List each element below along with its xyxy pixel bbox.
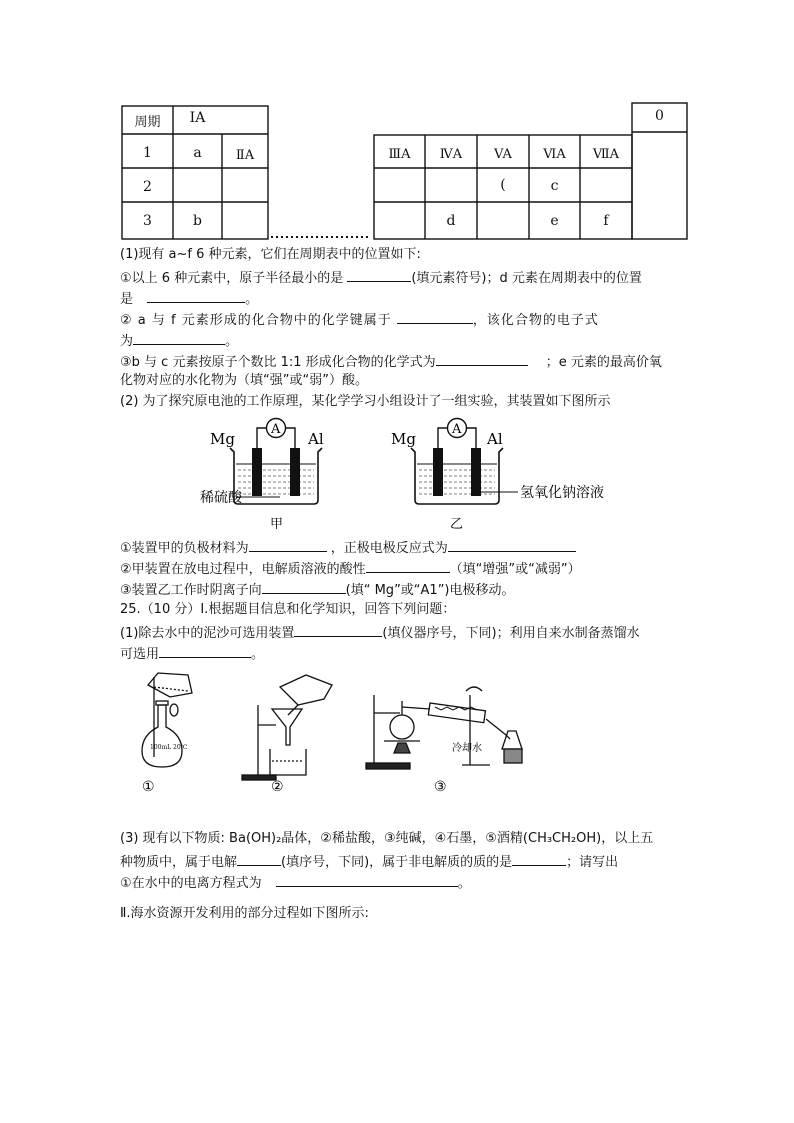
group-IIIA-header: ⅢA xyxy=(388,147,411,162)
q25-p1-end: 。 xyxy=(251,647,265,662)
q24-sub3-line1 xyxy=(120,351,662,372)
q24-sub1-line1 xyxy=(120,267,642,288)
q24-sub1-text-b: (填元素符号)；d 元素在周期表中的位置 xyxy=(411,271,642,286)
cell-jia-caption: 甲 xyxy=(270,517,284,532)
q24-sub1-line2 xyxy=(120,288,258,309)
period-header: 周期 xyxy=(134,115,161,130)
cell-yi-al-label: Al xyxy=(487,430,503,448)
q25-p1-line2 xyxy=(120,643,264,664)
q24-p2-sub2 xyxy=(120,558,581,579)
q25-part2-title: Ⅱ.海水资源开发利用的部分过程如下图所示: xyxy=(120,906,369,921)
cell-yi-al-electrode xyxy=(471,448,481,496)
cell-yi-mg-label: Mg xyxy=(391,430,416,448)
cell-jia-al-label: Al xyxy=(308,430,324,448)
answer-blank-2[interactable] xyxy=(147,288,245,303)
group-VIA-header: ⅥA xyxy=(543,147,566,162)
q24-intro: (1)现有 a~f 6 种元素，它们在周期表中的位置如下: xyxy=(120,247,421,262)
cell-jia xyxy=(200,419,324,533)
q24-p2-sub2-text-a: ②甲装置在放电过程中，电解质溶液的酸性 xyxy=(120,562,366,577)
periodic-table xyxy=(121,101,688,241)
cell-jia-al-electrode xyxy=(290,448,300,496)
group-VIIA-header: ⅦA xyxy=(592,147,620,162)
q24-sub2-line1 xyxy=(120,309,599,330)
answer-blank-12[interactable] xyxy=(237,851,281,866)
answer-blank-11[interactable] xyxy=(159,643,251,658)
q24-p2-sub1-text-b: ，正极电极反应式为 xyxy=(330,541,448,556)
cell-jia-mg-electrode xyxy=(252,448,262,496)
q24-p2-sub1 xyxy=(120,537,576,558)
cell-jia-ammeter-label: A xyxy=(271,422,281,437)
group-IVA-header: ⅣA xyxy=(439,147,463,162)
answer-blank-7[interactable] xyxy=(448,537,576,552)
apparatus-2-filtration xyxy=(242,675,332,780)
group-IIA-header: ⅡA xyxy=(235,148,255,163)
q25-p1-line1 xyxy=(120,622,640,643)
q24-sub3-text-b: ；e 元素的最高价氧 xyxy=(545,355,662,370)
element-e: e xyxy=(550,213,559,229)
cell-jia-mg-label: Mg xyxy=(210,430,235,448)
galvanic-cells-figure xyxy=(200,412,660,536)
apparatus-3-distillation xyxy=(366,687,522,769)
answer-blank-9[interactable] xyxy=(262,579,346,594)
answer-blank-10[interactable] xyxy=(294,622,382,637)
q25-p3-line2 xyxy=(120,851,618,872)
answer-blank-6[interactable] xyxy=(249,537,327,552)
cell-yi-ammeter-label: A xyxy=(452,422,462,437)
q25-p1-text-b: (填仪器序号，下同)；利用自来水制备蒸馏水 xyxy=(382,626,640,641)
q24-sub1-text-a: ①以上 6 种元素中，原子半径最小的是 xyxy=(120,271,344,286)
q25-p1-text-c: 可选用 xyxy=(120,647,160,662)
q24-sub3-line2: 化物对应的水化物为（填“强”或“弱”）酸。 xyxy=(120,373,368,388)
answer-blank-13[interactable] xyxy=(512,851,566,866)
q24-p2-sub2-text-b: （填“增强”或“减弱”） xyxy=(449,562,581,577)
element-d: d xyxy=(446,213,456,229)
apparatus-1-flask-label: 100mL 20℃ xyxy=(150,744,188,751)
cell-yi-solution-label: 氢氧化钠溶液 xyxy=(520,485,604,501)
q24-p2-sub3-text-b: (填“ Mg”或“A1”)电极移动。 xyxy=(345,583,515,598)
element-c: c xyxy=(550,178,559,194)
q25-p3-text-b3: ；请写出 xyxy=(566,855,619,870)
apparatus-3-label: ③ xyxy=(434,779,447,795)
element-a: a xyxy=(193,145,202,161)
group-0-header: 0 xyxy=(655,108,664,124)
apparatus-3-water-label: 冷却水 xyxy=(452,743,482,754)
q24-sub2-text-c: 为 xyxy=(120,334,134,349)
q24-part2-intro: (2) 为了探究原电池的工作原理，某化学学习小组设计了一组实验，其装置如下图所示 xyxy=(120,394,611,409)
element-f: f xyxy=(603,213,609,229)
group-VA-header: VA xyxy=(494,147,512,162)
q24-p2-sub3 xyxy=(120,579,515,600)
q24-p2-sub3-text-a: ③装置乙工作时阴离子向 xyxy=(120,583,262,598)
element-b: b xyxy=(193,213,202,229)
q25-p3-text-c1: ①在水中的电离方程式为 xyxy=(120,876,262,891)
q25-p3-text-b2: (填序号，下同)，属于非电解质的质的是 xyxy=(281,855,513,870)
lab-apparatus-figure xyxy=(130,665,540,800)
group-IA-header: IA xyxy=(189,110,206,126)
q24-sub2-line2 xyxy=(120,330,238,351)
answer-blank-8[interactable] xyxy=(366,558,450,573)
period-row-2: 2 xyxy=(143,179,152,195)
q24-sub2-text-a: ② a 与 f 元素形成的化合物中的化学键属于 xyxy=(120,313,392,328)
cell-yi-mg-electrode xyxy=(433,448,443,496)
q24-sub3-text-a: ③b 与 c 元素按原子个数比 1:1 形成化合物的化学式为 xyxy=(120,355,436,370)
q24-sub2-text-b: ，该化合物的电子式 xyxy=(472,313,599,328)
q24-sub2-end: 。 xyxy=(225,334,239,349)
answer-blank-3[interactable] xyxy=(397,309,473,324)
q25-p3-line3 xyxy=(120,872,471,893)
q25-p1-text-a: (1)除去水中的泥沙可选用装置 xyxy=(120,626,295,641)
apparatus-1-label: ① xyxy=(142,779,155,795)
answer-blank-14[interactable] xyxy=(276,872,458,887)
answer-blank-5[interactable] xyxy=(436,351,528,366)
q25-p3-text-c2: 。 xyxy=(457,876,471,891)
cell-yi-caption: 乙 xyxy=(450,517,464,532)
answer-blank-1[interactable] xyxy=(347,267,411,282)
period-row-1: 1 xyxy=(143,145,152,161)
paren-mark: ( xyxy=(500,177,506,193)
cell-yi xyxy=(391,419,604,533)
q24-p2-sub1-text-a: ①装置甲的负极材料为 xyxy=(120,541,249,556)
period-row-3: 3 xyxy=(143,213,152,229)
cell-jia-solution-label: 稀硫酸 xyxy=(200,490,242,506)
q24-sub1-end: 。 xyxy=(245,292,259,307)
apparatus-2-label: ② xyxy=(271,779,284,795)
answer-blank-4[interactable] xyxy=(133,330,225,345)
q24-sub1-text-c: 是 xyxy=(120,292,134,307)
q25-p3-text-b1: 种物质中，属于电解 xyxy=(120,855,238,870)
q25-p3-line1: (3) 现有以下物质: Ba(OH)₂晶体，②稀盐酸，③纯碱，④石墨，⑤酒精(CH₃CH₂OH)，以上五 xyxy=(120,831,654,846)
q25-title: 25.（10 分）Ⅰ.根据题目信息和化学知识，回答下列问题： xyxy=(120,602,456,617)
apparatus-1-volumetric-flask xyxy=(142,673,192,767)
